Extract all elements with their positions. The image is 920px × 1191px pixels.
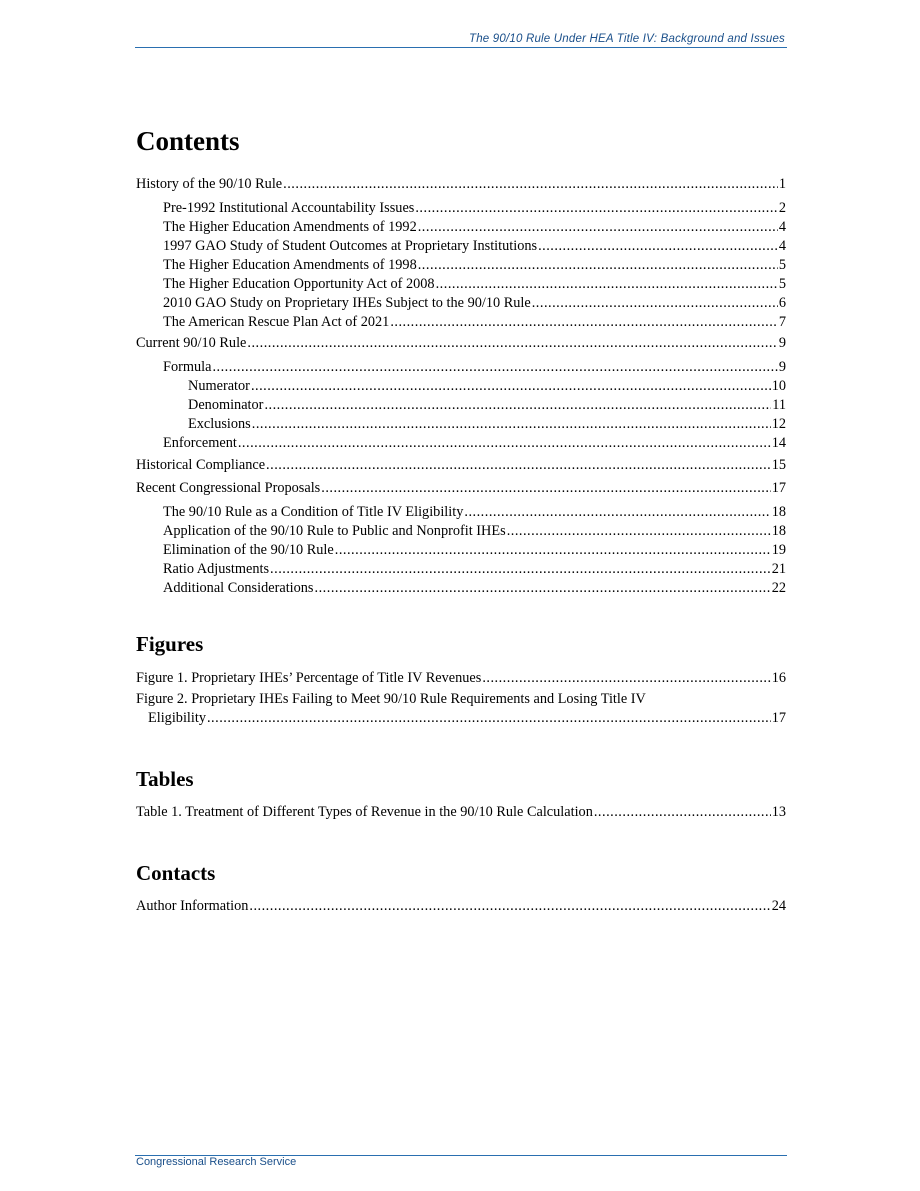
toc-leader-dots xyxy=(321,479,770,498)
toc-entry[interactable] xyxy=(136,256,786,275)
toc-entry[interactable] xyxy=(136,560,786,579)
toc-entry-title: Application of the 90/10 Rule to Public and Nonprofit IHEs xyxy=(163,523,506,539)
toc-entry[interactable] xyxy=(136,479,786,498)
toc-entry-page: 16 xyxy=(771,670,786,686)
toc-entry-title: Pre-1992 Institutional Accountability Issues xyxy=(163,200,415,216)
toc-entry[interactable] xyxy=(136,334,786,353)
toc-entry-page: 21 xyxy=(771,561,786,577)
toc-entry-title: Ratio Adjustments xyxy=(163,561,270,577)
toc-entry-page: 9 xyxy=(778,335,786,351)
toc-entry-title: Additional Considerations xyxy=(163,580,314,596)
toc-entry-title: Historical Compliance xyxy=(136,457,266,473)
toc-entry-title: Elimination of the 90/10 Rule xyxy=(163,542,334,558)
toc-entry[interactable] xyxy=(136,358,786,377)
tables-list xyxy=(136,803,786,822)
toc-entry-page: 24 xyxy=(771,898,786,914)
toc-leader-dots xyxy=(283,175,778,194)
toc-entry-page: 4 xyxy=(778,238,786,254)
toc-entry[interactable] xyxy=(136,294,786,313)
toc-entry-title: Numerator xyxy=(188,378,250,394)
toc-leader-dots xyxy=(415,199,777,218)
toc-entry-title: Author Information xyxy=(136,898,249,914)
toc-entry-title: The Higher Education Amendments of 1998 xyxy=(163,257,417,273)
toc-entry-title: Figure 2. Proprietary IHEs Failing to Meet 90/10 Rule Requirements and Losing Title IV xyxy=(136,691,646,707)
toc-leader-dots xyxy=(207,709,771,728)
toc-entry[interactable] xyxy=(136,218,786,237)
toc-leader-dots xyxy=(418,218,778,237)
toc-entry-title: Recent Congressional Proposals xyxy=(136,480,321,496)
toc-entry-title: 1997 GAO Study of Student Outcomes at Proprietary Institutions xyxy=(163,238,538,254)
figures-heading: Figures xyxy=(136,632,204,656)
toc-entry-title: Denominator xyxy=(188,397,264,413)
toc-entry-page: 18 xyxy=(771,504,786,520)
toc-leader-dots xyxy=(482,669,770,688)
contacts-heading: Contacts xyxy=(136,861,216,885)
running-header: The 90/10 Rule Under HEA Title IV: Background and Issues xyxy=(468,33,785,45)
toc-entry-page: 7 xyxy=(778,314,786,330)
toc-entry[interactable] xyxy=(136,669,786,688)
toc-leader-dots xyxy=(266,456,771,475)
header-rule xyxy=(135,47,787,48)
toc-entry-page: 2 xyxy=(778,200,786,216)
toc-leader-dots xyxy=(247,334,777,353)
toc-entry-title: Formula xyxy=(163,359,212,375)
toc-leader-dots xyxy=(594,803,771,822)
figures-list xyxy=(136,669,786,728)
toc-entry-title: 2010 GAO Study on Proprietary IHEs Subject to the 90/10 Rule xyxy=(163,295,531,311)
toc-entry-title: Exclusions xyxy=(188,416,251,432)
toc-entry-page: 22 xyxy=(771,580,786,596)
toc-leader-dots xyxy=(390,313,778,332)
toc-entry[interactable] xyxy=(136,690,786,728)
toc-entry-page: 9 xyxy=(778,359,786,375)
toc-entry-page: 5 xyxy=(778,276,786,292)
toc-entry-title: The Higher Education Amendments of 1992 xyxy=(163,219,417,235)
toc-entry-page: 10 xyxy=(771,378,786,394)
toc-entry[interactable] xyxy=(136,313,786,332)
toc-entry-title: The 90/10 Rule as a Condition of Title IV Eligibility xyxy=(163,504,464,520)
toc-entry-title: Current 90/10 Rule xyxy=(136,335,247,351)
toc-entry[interactable] xyxy=(136,415,786,434)
toc-entry-page: 6 xyxy=(778,295,786,311)
toc-entry-title: Table 1. Treatment of Different Types of Revenue in the 90/10 Rule Calculation xyxy=(136,804,593,820)
toc-leader-dots xyxy=(436,275,778,294)
toc-leader-dots xyxy=(252,415,771,434)
toc-entry[interactable] xyxy=(136,175,786,194)
toc-entry-page: 5 xyxy=(778,257,786,273)
toc-entry[interactable] xyxy=(136,456,786,475)
toc-entry-title: History of the 90/10 Rule xyxy=(136,176,283,192)
toc-entry-title: The American Rescue Plan Act of 2021 xyxy=(163,314,390,330)
toc-entry-title: Figure 1. Proprietary IHEs’ Percentage of Title IV Revenues xyxy=(136,670,482,686)
toc-entry-page: 18 xyxy=(771,523,786,539)
toc-leader-dots xyxy=(418,256,778,275)
toc-leader-dots xyxy=(251,377,771,396)
toc-entry-page: 1 xyxy=(778,176,786,192)
toc-entry-title: The Higher Education Opportunity Act of 2008 xyxy=(163,276,435,292)
toc-entry-title: Enforcement xyxy=(163,435,237,451)
toc-entry[interactable] xyxy=(136,434,786,453)
toc-entry[interactable] xyxy=(136,275,786,294)
toc-leader-dots xyxy=(532,294,778,313)
toc-entry[interactable] xyxy=(136,237,786,256)
toc-leader-dots xyxy=(238,434,771,453)
toc-entry[interactable] xyxy=(136,503,786,522)
toc-leader-dots xyxy=(464,503,770,522)
contacts-list xyxy=(136,897,786,916)
toc-leader-dots xyxy=(249,897,770,916)
contents-heading: Contents xyxy=(136,126,240,156)
toc-leader-dots xyxy=(212,358,777,377)
toc-entry-page: 13 xyxy=(771,804,786,820)
tables-heading: Tables xyxy=(136,767,194,791)
toc-entry-page: 12 xyxy=(771,416,786,432)
toc-leader-dots xyxy=(270,560,771,579)
toc-leader-dots xyxy=(264,396,771,415)
toc-entry[interactable] xyxy=(136,522,786,541)
toc-leader-dots xyxy=(538,237,778,256)
toc-leader-dots xyxy=(315,579,771,598)
toc-entry[interactable] xyxy=(136,396,786,415)
toc-entry[interactable] xyxy=(136,803,786,822)
toc-entry[interactable] xyxy=(136,377,786,396)
footer-label: Congressional Research Service xyxy=(136,1156,297,1168)
toc-entry-page: 4 xyxy=(778,219,786,235)
toc-leader-dots xyxy=(335,541,771,560)
toc-entry[interactable] xyxy=(136,541,786,560)
contents-list xyxy=(136,175,786,598)
toc-entry-page: 14 xyxy=(771,435,786,451)
toc-entry-page: 19 xyxy=(771,542,786,558)
toc-entry[interactable] xyxy=(136,897,786,916)
toc-entry-page: 17 xyxy=(771,480,786,496)
toc-entry[interactable] xyxy=(136,199,786,218)
toc-entry-page: 17 xyxy=(771,710,786,726)
toc-entry[interactable] xyxy=(136,579,786,598)
toc-leader-dots xyxy=(507,522,771,541)
toc-entry-page: 11 xyxy=(772,397,786,413)
toc-entry-title-continued: Eligibility xyxy=(148,710,206,726)
toc-entry-page: 15 xyxy=(771,457,786,473)
